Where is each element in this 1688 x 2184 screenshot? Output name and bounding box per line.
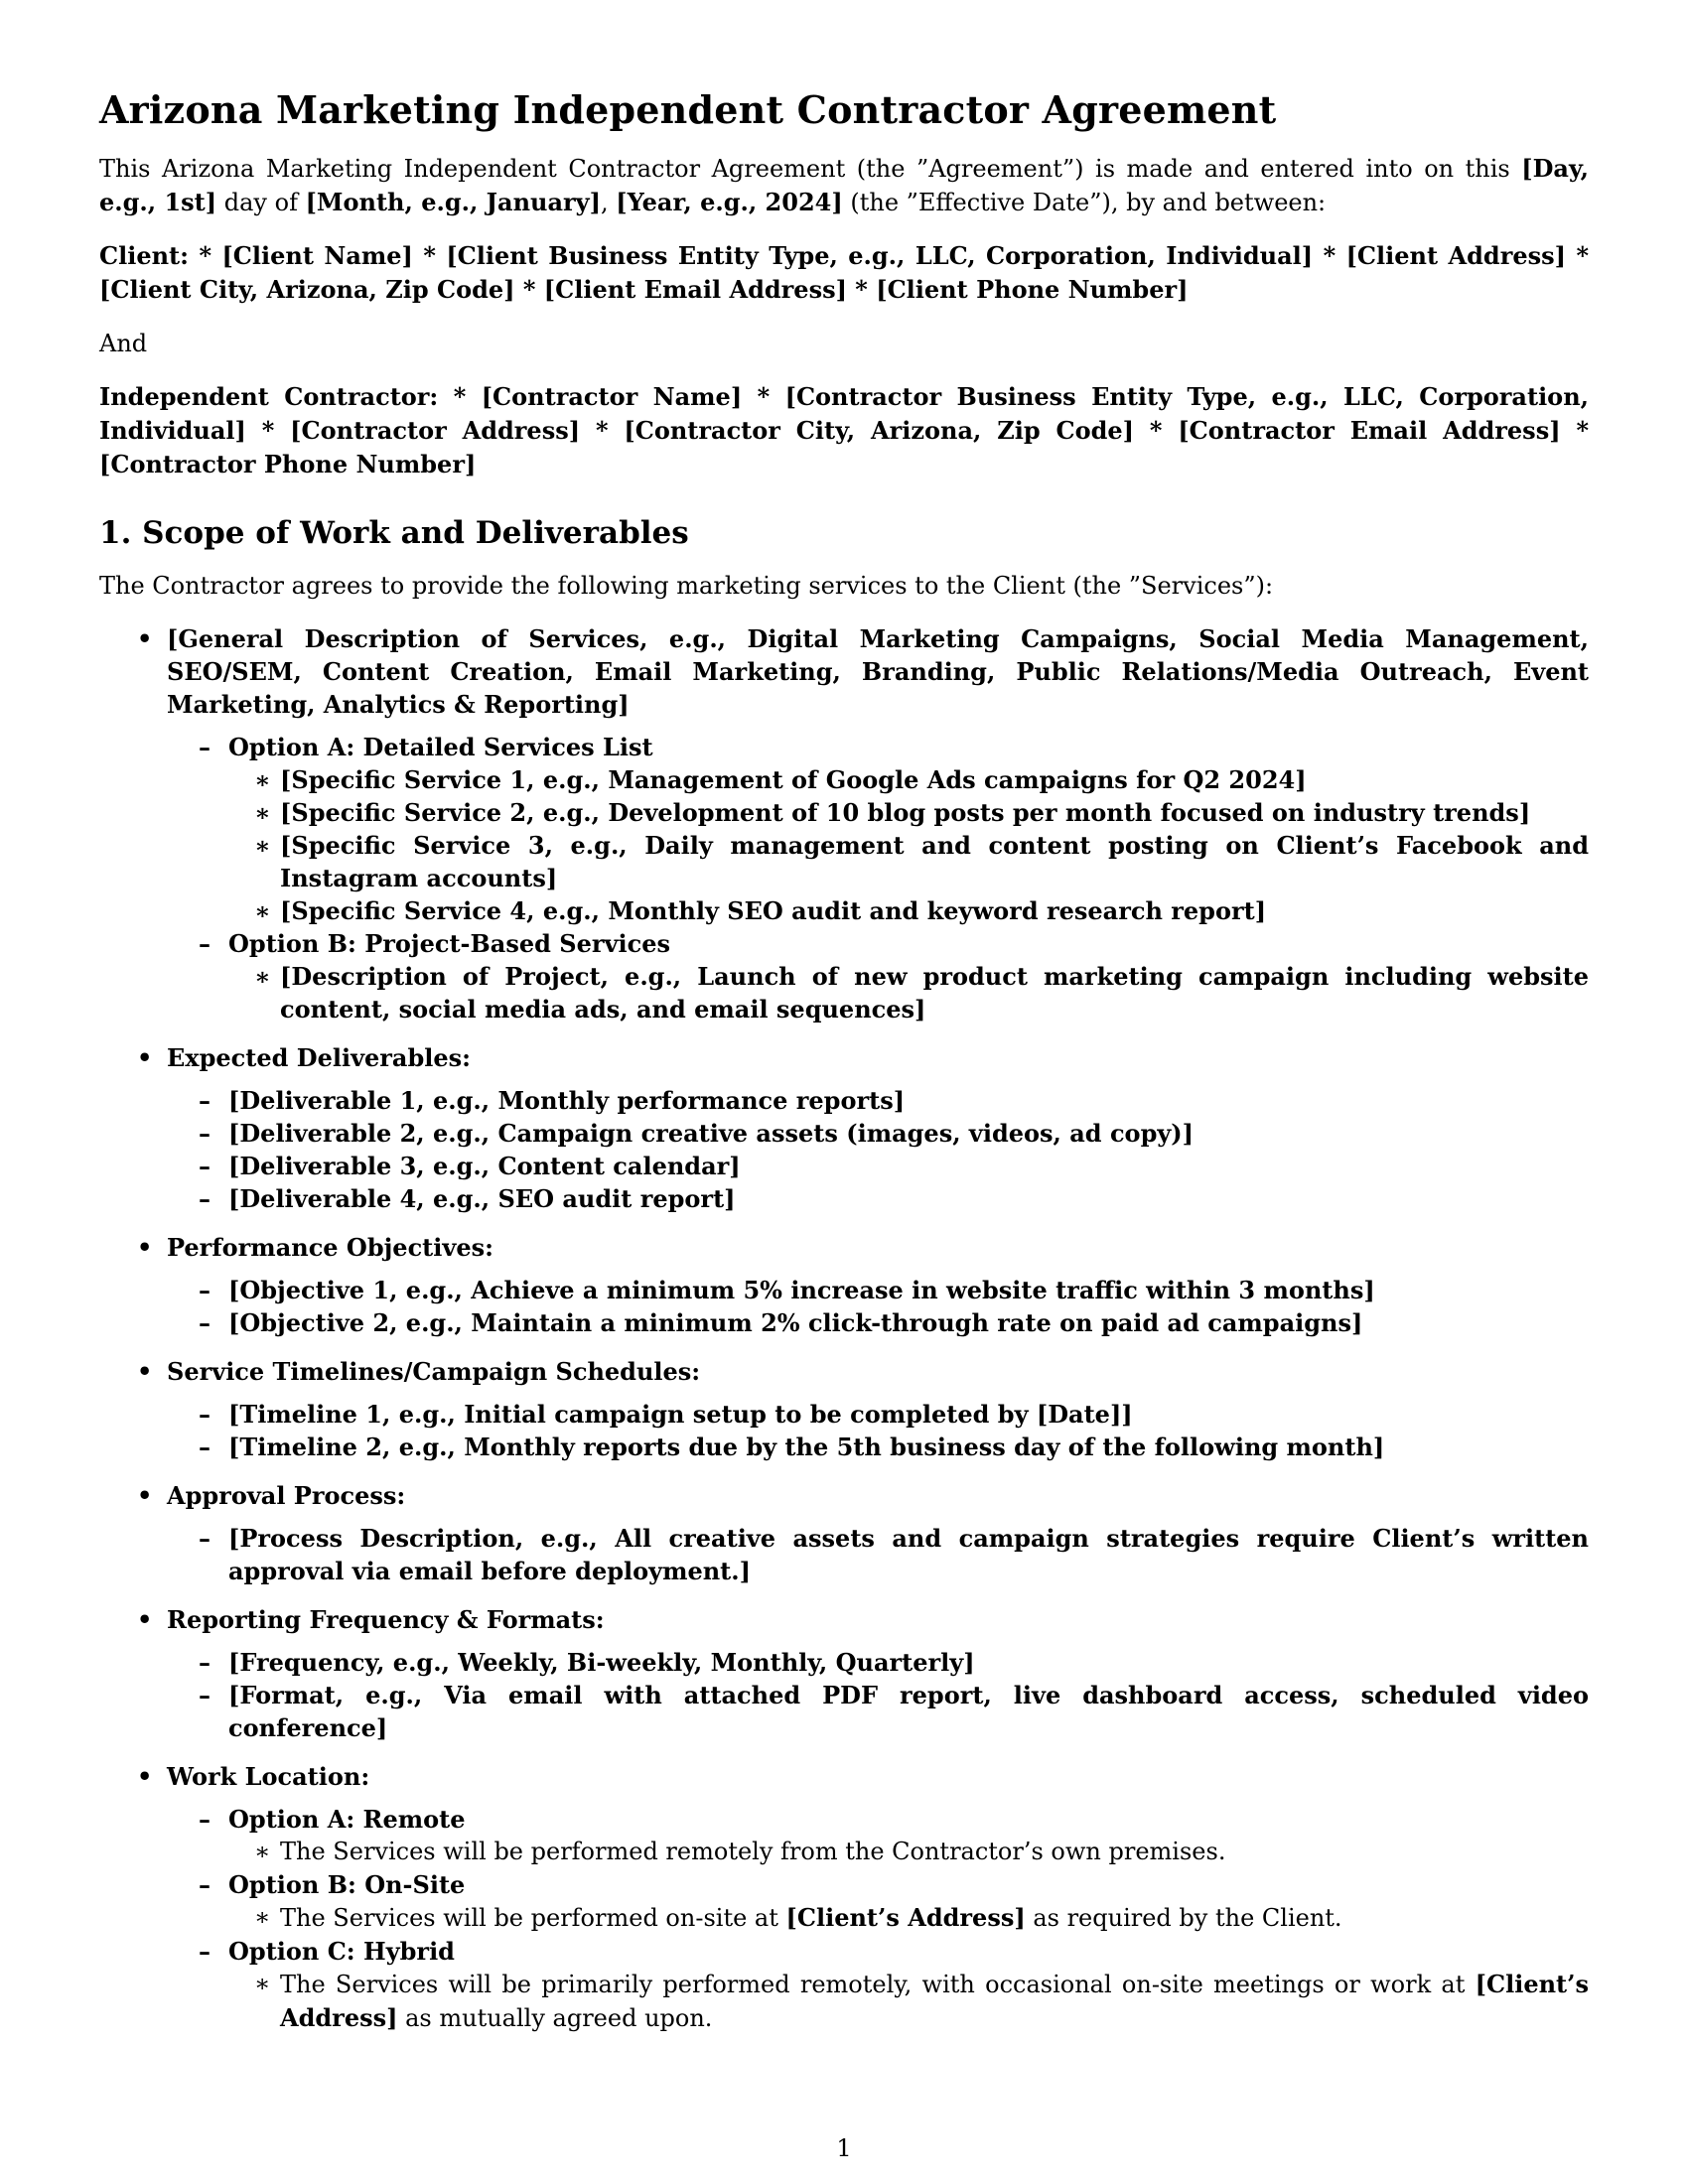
list-item — [228, 1968, 1589, 2035]
hybrid-text: as mutually agreed upon. — [397, 2004, 713, 2032]
list-item — [228, 1901, 1589, 1935]
list-item: – [Process Description, e.g., All creative assets and campaign strategies require Client’s written approval via email before deployment.] — [167, 1522, 1589, 1587]
location-label: Work Location: — [167, 1762, 370, 1791]
and-text: And — [99, 330, 148, 357]
list-item — [99, 1041, 1589, 1215]
option-label: Option C: Hybrid — [228, 1937, 455, 1966]
onsite-list — [228, 1901, 1589, 1935]
location-options — [167, 1803, 1589, 2035]
objectives-list — [167, 1274, 1589, 1339]
list-item: – [Objective 1, e.g., Achieve a minimum 5% increase in website traffic within 3 months] — [167, 1274, 1589, 1306]
objectives-label: Performance Objectives: — [167, 1233, 493, 1262]
list-item: – [Deliverable 4, e.g., SEO audit report] — [167, 1182, 1589, 1215]
option-b-list — [228, 960, 1589, 1025]
list-item: ∗ [Specific Service 4, e.g., Monthly SEO audit and keyword research report] — [228, 894, 1589, 927]
list-item: ∗ [Description of Project, e.g., Launch of new product marketing campaign including website content, social media ads, and email sequences] — [228, 960, 1589, 1025]
list-item — [99, 622, 1589, 1025]
list-item — [167, 731, 1589, 927]
day-placeholder: [Day, e.g., 1st] — [99, 154, 1589, 216]
intro-text: , — [600, 189, 617, 216]
option-a-list — [228, 763, 1589, 927]
document-title: Arizona Marketing Independent Contractor Agreement — [99, 87, 1277, 132]
client-address-placeholder: [Client’s Address] — [785, 1903, 1026, 1932]
service-options — [167, 731, 1589, 1025]
list-item: – [Timeline 1, e.g., Initial campaign setup to be completed by [Date]] — [167, 1398, 1589, 1431]
contractor-details: * [Contractor Name] * [Contractor Business Entity Type, e.g., LLC, Corporation, Individual] * [Contractor Address] * [Contractor City, Arizona, Zip Code] * [Contractor Email Address] * [Contractor Phone Number] — [99, 382, 1589, 478]
option-label: Option B: Project-Based Services — [228, 929, 670, 958]
timelines-list — [167, 1398, 1589, 1463]
list-item: – [Objective 2, e.g., Maintain a minimum 2% click-through rate on paid ad campaigns] — [167, 1306, 1589, 1339]
remote-list — [228, 1836, 1589, 1868]
list-item — [167, 927, 1589, 1025]
list-item: ∗ [Specific Service 3, e.g., Daily management and content posting on Client’s Facebook and Instagram accounts] — [228, 829, 1589, 894]
client-details: * [Client Name] * [Client Business Entity Type, e.g., LLC, Corporation, Individual] * [Client Address] * [Client City, Arizona, Zip Code] * [Client Email Address] * [Client Phone Number] — [99, 241, 1589, 304]
intro-paragraph — [99, 152, 1589, 219]
approval-list — [167, 1522, 1589, 1587]
page-number: 1 — [836, 2134, 852, 2162]
list-item — [99, 1479, 1589, 1587]
client-address-placeholder: [Client’s Address] — [280, 1970, 1589, 2032]
document-page — [99, 69, 1589, 2051]
deliverables-label: Expected Deliverables: — [167, 1043, 472, 1072]
list-item: – [Deliverable 3, e.g., Content calendar] — [167, 1150, 1589, 1182]
deliverables-list — [167, 1084, 1589, 1215]
list-item: ∗ The Services will be performed remotely from the Contractor’s own premises. — [228, 1836, 1589, 1868]
hybrid-list — [228, 1968, 1589, 2035]
list-item: – [Deliverable 2, e.g., Campaign creative assets (images, videos, ad copy)] — [167, 1117, 1589, 1150]
reporting-label: Reporting Frequency & Formats: — [167, 1605, 605, 1634]
hybrid-text: The Services will be primarily performed remotely, with occasional on-site meetings or work at — [280, 1971, 1476, 1998]
contractor-block — [99, 380, 1589, 481]
list-item: ∗ [Specific Service 2, e.g., Development of 10 blog posts per month focused on industry trends] — [228, 796, 1589, 829]
option-label: Option A: Remote — [228, 1805, 466, 1834]
option-label: Option B: On-Site — [228, 1870, 466, 1899]
approval-label: Approval Process: — [167, 1481, 406, 1510]
services-list — [99, 622, 1589, 2035]
list-item — [167, 1868, 1589, 1935]
list-item — [99, 1231, 1589, 1339]
list-item: – [Format, e.g., Via email with attached PDF report, live dashboard access, scheduled video conference] — [167, 1679, 1589, 1744]
list-item — [99, 1760, 1589, 2035]
list-item: – [Frequency, e.g., Weekly, Bi-weekly, Monthly, Quarterly] — [167, 1646, 1589, 1679]
timelines-label: Service Timelines/Campaign Schedules: — [167, 1357, 701, 1386]
section-heading: 1. Scope of Work and Deliverables — [99, 515, 689, 551]
client-block — [99, 239, 1589, 307]
onsite-text: The Services will be performed on-site at — [280, 1904, 786, 1932]
list-item: – [Timeline 2, e.g., Monthly reports due by the 5th business day of the following month] — [167, 1431, 1589, 1463]
year-placeholder: [Year, e.g., 2024] — [616, 188, 843, 216]
option-label: Option A: Detailed Services List — [228, 733, 653, 761]
list-item — [99, 1355, 1589, 1463]
list-item — [167, 1803, 1589, 1868]
list-item — [99, 1603, 1589, 1744]
list-item: ∗ [Specific Service 1, e.g., Management of Google Ads campaigns for Q2 2024] — [228, 763, 1589, 796]
section-intro: The Contractor agrees to provide the following marketing services to the Client (the ”Services”): — [99, 572, 1274, 600]
intro-text: day of — [216, 189, 306, 216]
list-item — [167, 1935, 1589, 2035]
client-label: Client: — [99, 241, 189, 270]
intro-text: (the ”Effective Date”), by and between: — [842, 189, 1327, 216]
month-placeholder: [Month, e.g., January] — [305, 188, 601, 216]
list-item: – [Deliverable 1, e.g., Monthly performance reports] — [167, 1084, 1589, 1117]
onsite-text: as required by the Client. — [1025, 1904, 1342, 1932]
intro-text: This Arizona Marketing Independent Contractor Agreement (the ”Agreement”) is made and entered into on this — [99, 155, 1522, 183]
general-services: [General Description of Services, e.g., Digital Marketing Campaigns, Social Media Management, SEO/SEM, Content Creation, Email Marketing, Branding, Public Relations/Media Outreach, Event Marketing, Analytics & Reporting] — [167, 624, 1589, 719]
contractor-label: Independent Contractor: — [99, 382, 439, 411]
reporting-list — [167, 1646, 1589, 1744]
